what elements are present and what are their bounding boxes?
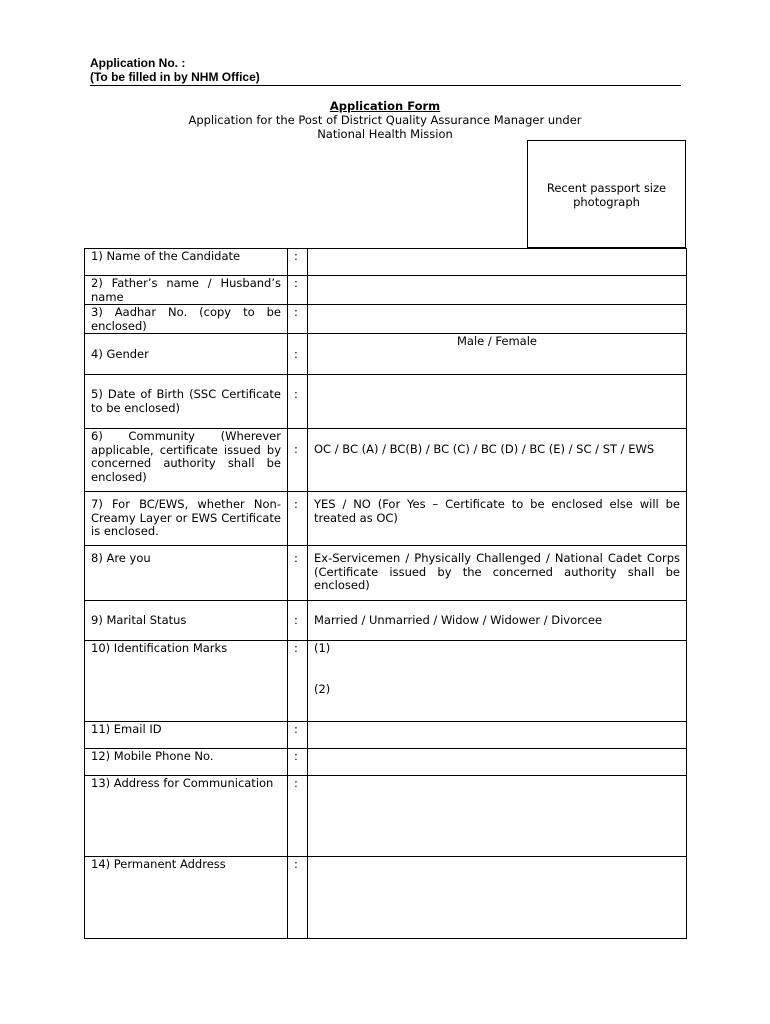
- application-number-note: (To be filled in by NHM Office): [90, 70, 260, 84]
- field-identification-marks[interactable]: [308, 641, 687, 722]
- row-creamy-layer: [85, 492, 687, 546]
- form-title: Application Form: [329, 99, 441, 113]
- colon: :: [288, 276, 308, 305]
- label-community: 6) Community (Wherever applicable, certificate issued by concerned authority shall be enclosed): [85, 429, 288, 492]
- label-dob: 5) Date of Birth (SSC Certificate to be enclosed): [85, 375, 288, 429]
- field-creamy-layer[interactable]: YES / NO (For Yes – Certificate to be enclosed else will be treated as OC): [308, 492, 687, 546]
- row-name: [85, 249, 687, 276]
- row-community: [85, 429, 687, 492]
- field-permanent-address[interactable]: [308, 857, 687, 939]
- row-mobile: [85, 749, 687, 776]
- identification-mark-1: (1): [314, 641, 331, 655]
- row-gender: [85, 334, 687, 375]
- colon: :: [288, 305, 308, 334]
- label-marital-status: 9) Marital Status: [85, 601, 288, 641]
- application-number-label: Application No. :: [90, 56, 186, 70]
- colon: :: [288, 601, 308, 641]
- row-father-husband: [85, 276, 687, 305]
- colon: :: [288, 429, 308, 492]
- label-name: 1) Name of the Candidate: [85, 249, 288, 276]
- label-father-husband: 2) Father’s name / Husband’s name: [85, 276, 288, 305]
- photo-instructions: [528, 182, 685, 209]
- colon: :: [288, 749, 308, 776]
- photo-text-line-1: Recent passport size: [546, 181, 667, 195]
- field-name[interactable]: [308, 249, 687, 276]
- field-email[interactable]: [308, 722, 687, 749]
- colon: :: [288, 722, 308, 749]
- label-mobile: 12) Mobile Phone No.: [85, 749, 288, 776]
- field-gender[interactable]: Male / Female: [308, 334, 687, 375]
- subtitle-line-2: National Health Mission: [317, 126, 453, 141]
- field-marital-status[interactable]: Married / Unmarried / Widow / Widower / Divorcee: [308, 601, 687, 641]
- row-aadhar: [85, 305, 687, 334]
- colon: :: [288, 375, 308, 429]
- row-are-you: [85, 546, 687, 601]
- row-communication-address: [85, 776, 687, 857]
- field-father-husband[interactable]: [308, 276, 687, 305]
- field-communication-address[interactable]: [308, 776, 687, 857]
- colon: :: [288, 249, 308, 276]
- label-identification-marks: 10) Identification Marks: [85, 641, 288, 722]
- row-marital-status: [85, 601, 687, 641]
- colon: :: [288, 857, 308, 939]
- label-creamy-layer: 7) For BC/EWS, whether Non-Creamy Layer or EWS Certificate is enclosed.: [85, 492, 288, 546]
- label-aadhar: 3) Aadhar No. (copy to be enclosed): [85, 305, 288, 334]
- field-mobile[interactable]: [308, 749, 687, 776]
- field-aadhar[interactable]: [308, 305, 687, 334]
- form-subtitle: [84, 114, 686, 141]
- photo-text-line-2: photograph: [573, 194, 640, 209]
- field-dob[interactable]: [308, 375, 687, 429]
- identification-mark-2: (2): [314, 681, 331, 696]
- field-are-you[interactable]: Ex-Servicemen / Physically Challenged / National Cadet Corps (Certificate issued by the concerned authority shall be enclosed): [308, 546, 687, 601]
- label-permanent-address: 14) Permanent Address: [85, 857, 288, 939]
- row-identification-marks: [85, 641, 687, 722]
- colon: :: [288, 641, 308, 722]
- colon: :: [288, 492, 308, 546]
- colon: :: [288, 776, 308, 857]
- photo-box[interactable]: [527, 140, 686, 248]
- label-email: 11) Email ID: [85, 722, 288, 749]
- label-gender: 4) Gender: [85, 334, 288, 375]
- row-email: [85, 722, 687, 749]
- colon: :: [288, 334, 308, 375]
- label-communication-address: 13) Address for Communication: [85, 776, 288, 857]
- row-permanent-address: [85, 857, 687, 939]
- application-form-table: [84, 248, 687, 939]
- row-dob: [85, 375, 687, 429]
- label-are-you: 8) Are you: [85, 546, 288, 601]
- subtitle-line-1: Application for the Post of District Quality Assurance Manager under: [188, 113, 582, 127]
- spacer: [314, 656, 680, 683]
- application-number-block: [90, 56, 681, 86]
- field-community[interactable]: OC / BC (A) / BC(B) / BC (C) / BC (D) / BC (E) / SC / ST / EWS: [308, 429, 687, 492]
- colon: :: [288, 546, 308, 601]
